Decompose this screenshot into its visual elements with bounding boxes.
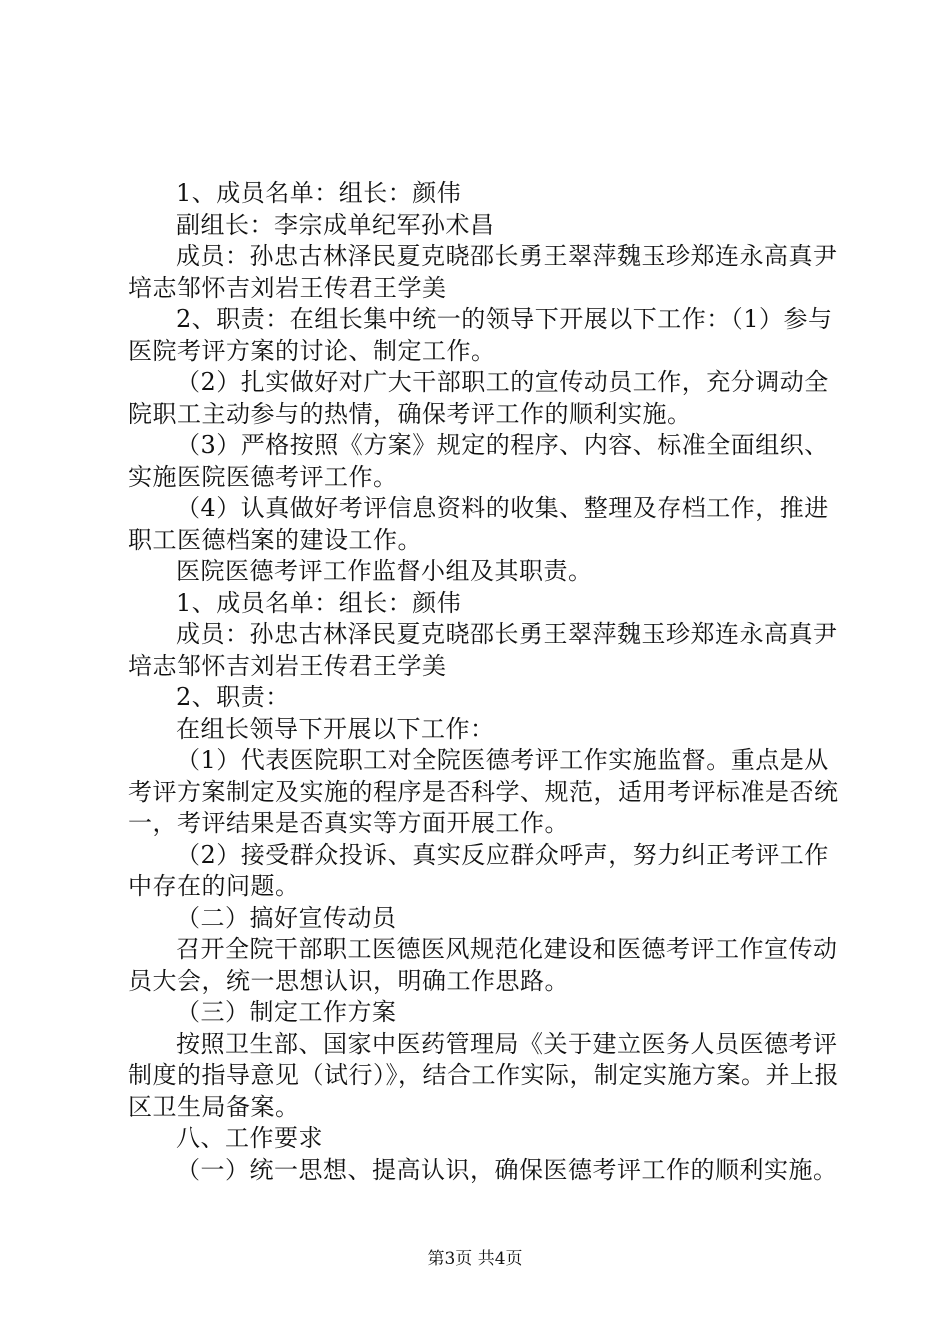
paragraph-19: 八、工作要求	[176, 1124, 323, 1152]
paragraph-8: 医院医德考评工作监督小组及其职责。	[176, 557, 593, 585]
paragraph-18: 按照卫生部、国家中医药管理局《关于建立医务人员医德考评制度的指导意见（试行）》，结合工作实际，制定实施方案。并上报区卫生局备案。	[128, 1029, 839, 1121]
paragraph-17: （三）制定工作方案	[176, 998, 397, 1026]
page-number-footer: 第3页 共4页	[427, 1249, 523, 1269]
document-body	[128, 178, 840, 1186]
paragraph-13: （1）代表医院职工对全院医德考评工作实施监督。重点是从考评方案制定及实施的程序是否科学、规范，适用考评标准是否统一，考评结果是否真实等方面开展工作。	[128, 746, 839, 837]
paragraph-2: 副组长：李宗成单纪军孙术昌	[176, 210, 495, 239]
paragraph-1: 1、成员名单：组长：颜伟	[176, 179, 462, 207]
paragraph-10: 成员：孙忠古林泽民夏克晓邵长勇王翠萍魏玉珍郑连永高真尹培志邹怀吉刘岩王传君王学美	[128, 620, 838, 680]
paragraph-9: 1、成员名单：组长：颜伟	[176, 588, 462, 617]
paragraph-12: 在组长领导下开展以下工作：	[176, 714, 495, 743]
paragraph-4: 2、职责：在组长集中统一的领导下开展以下工作：（1）参与医院考评方案的讨论、制定工作。	[128, 305, 833, 365]
paragraph-6: （3）严格按照《方案》规定的程序、内容、标准全面组织、实施医院医德考评工作。	[128, 431, 829, 491]
paragraph-3: 成员：孙忠古林泽民夏克晓邵长勇王翠萍魏玉珍郑连永高真尹培志邹怀吉刘岩王传君王学美	[128, 242, 838, 302]
paragraph-15: （二）搞好宣传动员	[176, 903, 397, 932]
paragraph-7: （4）认真做好考评信息资料的收集、整理及存档工作，推进职工医德档案的建设工作。	[128, 494, 829, 554]
paragraph-16: 召开全院干部职工医德医风规范化建设和医德考评工作宣传动员大会，统一思想认识，明确工作思路。	[128, 935, 838, 995]
paragraph-20: （一）统一思想、提高认识，确保医德考评工作的顺利实施。	[176, 1155, 838, 1184]
paragraph-5: （2）扎实做好对广大干部职工的宣传动员工作，充分调动全院职工主动参与的热情，确保考评工作的顺利实施。	[128, 368, 829, 428]
paragraph-11: 2、职责：	[176, 683, 290, 711]
paragraph-14: （2）接受群众投诉、真实反应群众呼声，努力纠正考评工作中存在的问题。	[128, 840, 829, 900]
